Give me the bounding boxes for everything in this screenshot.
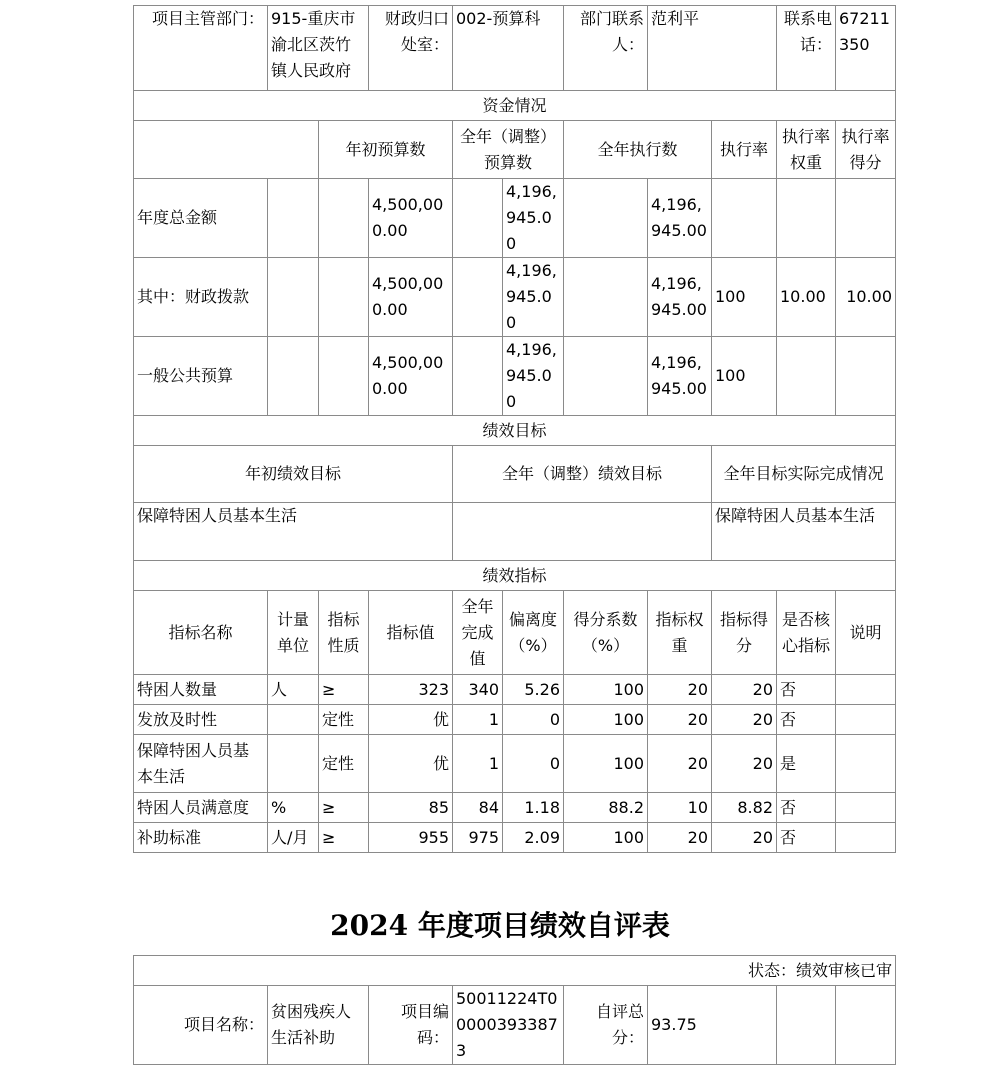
ind-note [836,675,896,705]
ind-target: 323 [369,675,453,705]
goals-section-title: 绩效目标 [134,416,896,446]
ind-target: 955 [369,823,453,853]
ind-unit [268,735,319,793]
funds-row-initial: 4,500,000.00 [369,337,453,416]
ind-name: 特困人数量 [134,675,268,705]
ind-unit [268,705,319,735]
funds-row-name: 年度总金额 [134,179,268,258]
ind-done: 975 [453,823,503,853]
ind-note [836,735,896,793]
ind-col-name: 指标名称 [134,591,268,675]
funds-row-score [836,337,896,416]
ind-col-coef: 得分系数（%） [564,591,648,675]
project-code-value: 50011224T000003933873 [453,986,564,1065]
ind-col-note: 说明 [836,591,896,675]
ind-coef: 100 [564,735,648,793]
funds-row-initial: 4,500,000.00 [369,258,453,337]
ind-done: 340 [453,675,503,705]
status-text: 状态：绩效审核已审 [134,956,896,986]
ind-nature: ≥ [319,675,369,705]
ind-weight: 20 [648,705,712,735]
funds-row [134,337,896,416]
indicators-section-title: 绩效指标 [134,561,896,591]
dept-value: 915-重庆市渝北区茨竹镇人民政府 [268,6,369,91]
ind-col-unit: 计量单位 [268,591,319,675]
ind-core: 否 [777,675,836,705]
header-row [134,6,896,91]
project-name-label: 项目名称： [134,986,268,1065]
finance-label: 财政归口处室： [369,6,453,91]
ind-col-nature: 指标性质 [319,591,369,675]
project-name-value: 贫困残疾人生活补助 [268,986,369,1065]
ind-col-core: 是否核心指标 [777,591,836,675]
ind-deviation: 2.09 [503,823,564,853]
funds-col-initial: 年初预算数 [319,121,453,179]
ind-score: 20 [712,735,777,793]
goals-content-row [134,503,896,561]
ind-unit: % [268,793,319,823]
ind-col-score: 指标得分 [712,591,777,675]
funds-row-rate: 100 [712,258,777,337]
self-score-value: 93.75 [648,986,777,1065]
ind-nature: 定性 [319,705,369,735]
funds-col-rate: 执行率 [712,121,777,179]
contact-value: 范利平 [648,6,777,91]
ind-note [836,705,896,735]
ind-score: 20 [712,705,777,735]
ind-name: 发放及时性 [134,705,268,735]
ind-score: 20 [712,823,777,853]
page-title: 2024 年度项目绩效自评表 [330,909,670,942]
ind-col-target: 指标值 [369,591,453,675]
ind-name: 特困人员满意度 [134,793,268,823]
ind-note [836,823,896,853]
ind-coef: 100 [564,823,648,853]
goals-col-initial: 年初绩效目标 [134,446,453,503]
phone-value: 67211350 [836,6,896,91]
ind-weight: 20 [648,823,712,853]
ind-core: 否 [777,823,836,853]
funds-col-executed: 全年执行数 [564,121,712,179]
ind-deviation: 5.26 [503,675,564,705]
funds-row [134,258,896,337]
funds-row-weight: 10.00 [777,258,836,337]
funds-section-title: 资金情况 [134,91,896,121]
indicator-row [134,793,896,823]
ind-deviation: 1.18 [503,793,564,823]
ind-target: 优 [369,705,453,735]
funds-header-row [134,121,896,179]
funds-row-adjusted: 4,196,945.00 [503,179,564,258]
ind-done: 1 [453,705,503,735]
funds-row-score: 10.00 [836,258,896,337]
funds-row-weight [777,337,836,416]
ind-score: 8.82 [712,793,777,823]
ind-core: 否 [777,705,836,735]
funds-row-initial: 4,500,000.00 [369,179,453,258]
ind-core: 否 [777,793,836,823]
funds-row-adjusted: 4,196,945.00 [503,258,564,337]
ind-score: 20 [712,675,777,705]
ind-unit: 人 [268,675,319,705]
ind-done: 1 [453,735,503,793]
indicator-row [134,735,896,793]
funds-col-adjusted: 全年（调整）预算数 [453,121,564,179]
ind-coef: 100 [564,705,648,735]
funds-row-adjusted: 4,196,945.00 [503,337,564,416]
funds-row-rate [712,179,777,258]
ind-nature: 定性 [319,735,369,793]
ind-note [836,793,896,823]
funds-row-executed: 4,196,945.00 [648,179,712,258]
indicator-row [134,823,896,853]
indicators-header-row [134,591,896,675]
phone-label: 联系电话： [777,6,836,91]
funds-row-executed: 4,196,945.00 [648,258,712,337]
ind-unit: 人/月 [268,823,319,853]
ind-name: 补助标准 [134,823,268,853]
self-score-label: 自评总分： [564,986,648,1065]
goals-actual: 保障特困人员基本生活 [712,503,896,561]
goals-adjusted [453,503,712,561]
ind-col-done: 全年完成值 [453,591,503,675]
ind-weight: 10 [648,793,712,823]
ind-coef: 100 [564,675,648,705]
ind-deviation: 0 [503,735,564,793]
ind-weight: 20 [648,675,712,705]
ind-deviation: 0 [503,705,564,735]
funds-row-name: 一般公共预算 [134,337,268,416]
indicator-row [134,675,896,705]
ind-coef: 88.2 [564,793,648,823]
funds-row [134,179,896,258]
ind-target: 85 [369,793,453,823]
funds-col-weight: 执行率权重 [777,121,836,179]
finance-value: 002-预算科 [453,6,564,91]
contact-label: 部门联系人： [564,6,648,91]
project-code-label: 项目编码： [369,986,453,1065]
funds-row-name: 其中：财政拨款 [134,258,268,337]
goals-col-actual: 全年目标实际完成情况 [712,446,896,503]
dept-label: 项目主管部门： [134,6,268,91]
goals-col-adjusted: 全年（调整）绩效目标 [453,446,712,503]
funds-row-score [836,179,896,258]
funds-row-rate: 100 [712,337,777,416]
ind-nature: ≥ [319,823,369,853]
ind-weight: 20 [648,735,712,793]
ind-target: 优 [369,735,453,793]
ind-core: 是 [777,735,836,793]
ind-name: 保障特困人员基本生活 [134,735,268,793]
ind-col-deviation: 偏离度（%） [503,591,564,675]
funds-row-weight [777,179,836,258]
indicator-row [134,705,896,735]
second-table [133,955,896,1065]
ind-nature: ≥ [319,793,369,823]
goals-header-row [134,446,896,503]
evaluation-table [133,5,896,853]
ind-done: 84 [453,793,503,823]
ind-col-weight: 指标权重 [648,591,712,675]
funds-row-executed: 4,196,945.00 [648,337,712,416]
funds-col-score: 执行率得分 [836,121,896,179]
goals-initial: 保障特困人员基本生活 [134,503,453,561]
